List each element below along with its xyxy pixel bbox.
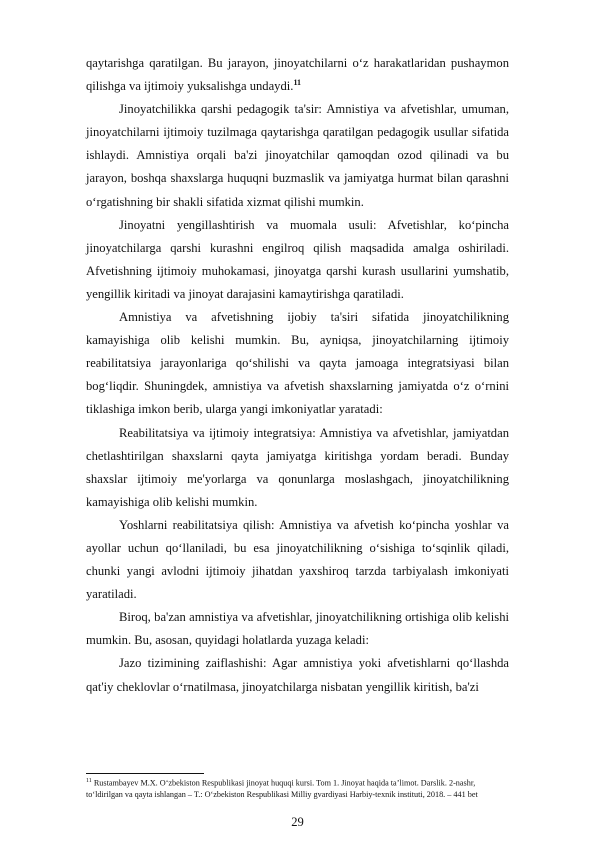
paragraph-rehabilitation: Reabilitatsiya va ijtimoiy integratsiya: Amnistiya va afvetishlar, jamiyatdan chetlashtirilgan shaxslarni qayta jamiyatga kiritishga yordam beradi. Bunday shaxslar ijtimoiy me'yorlarga va qonunlarga moslashgach, jinoyatchilikning kamayishiga olib kelishi mumkin. bbox=[86, 425, 509, 509]
paragraph-youth: Yoshlarni reabilitatsiya qilish: Amnistiya va afvetish ko‘pincha yoshlar va ayollar uchun qo‘llaniladi, bu esa jinoyatchilikning o‘sishiga to‘sqinlik qiladi, chunki yangi avlodni ijtimoiy jihatdan yaxshiroq tarzda tarbiyalash imkoniyati yaratiladi. bbox=[86, 517, 509, 602]
footnote-divider bbox=[86, 773, 204, 774]
paragraph-mitigation: Jinoyatni yengillashtirish va muomala usuli: Afvetishlar, ko‘pincha jinoyatchilarga qarshi kurashni engilroq qilish maqsadida amalga oshiriladi. Afvetishning ijtimoiy muhokamasi, jinoyatga qarshi kurash usullarini yumshatib, yengillik kiritadi va jinoyat darajasini kamaytirishga qaratiladi. bbox=[86, 217, 509, 301]
body-text bbox=[86, 52, 509, 699]
footnote-reference: 11 bbox=[293, 77, 301, 87]
paragraph-continuation bbox=[86, 52, 509, 98]
footnote-number: 11 bbox=[86, 778, 92, 784]
paragraph-text: qaytarishga qaratilgan. Bu jarayon, jinoyatchilarni o‘z harakatlaridan pushaymon qilishga va ijtimoiy yuksalishga undaydi. bbox=[86, 56, 509, 94]
footnote-text: Rustambayev M.X. O‘zbekiston Respublikasi jinoyat huquqi kursi. Tom 1. Jinoyat haqida ta’limot. Darslik. 2-nashr, to‘ldirilgan va qayta ishlangan – T.: O‘zbekiston Respublikasi Milliy gvardiyasi Harbiy-texnik instituti, 2018. – 441 bet bbox=[86, 778, 478, 799]
paragraph-positive-effect: Amnistiya va afvetishning ijobiy ta'siri sifatida jinoyatchilikning kamayishiga olib kelishi mumkin. Bu, ayniqsa, jinoyatchilarning ijtimoiy reabilitatsiya jarayonlariga qo‘shilishi va qayta jamoaga integratsiyasi bilan bog‘liqdir. Shuningdek, amnistiya va afvetish shaxslarning jamiyatda o‘z o‘rnini tiklashiga imkon berib, ularga yangi imkoniyatlar yaratadi: bbox=[86, 310, 509, 417]
paragraph-weakening: Jazo tizimining zaiflashishi: Agar amnistiya yoki afvetishlarni qo‘llashda qat'iy cheklovlar o‘rnatilmasa, jinoyatchilarga nisbatan yengillik kiritish, ba'zi bbox=[86, 656, 509, 694]
footnote bbox=[86, 776, 511, 800]
page-number: 29 bbox=[291, 815, 304, 829]
paragraph-negative-effect: Biroq, ba'zan amnistiya va afvetishlar, jinoyatchilikning ortishiga olib kelishi mumkin. Bu, asosan, quyidagi holatlarda yuzaga keladi: bbox=[86, 610, 509, 648]
paragraph-pedagogical-impact: Jinoyatchilikka qarshi pedagogik ta'sir: Amnistiya va afvetishlar, umuman, jinoyatchilarni ijtimoiy tuzilmaga qaytarishga qaratilgan pedagogik usullar sifatida ishlaydi. Amnistiya orqali ba'zi jinoyatchilar qamoqdan ozod qilinadi va bu jarayon, boshqa shaxslarga huquqni buzmaslik va jamiyatga hurmat bilan qarashni o‘rgatishning bir shakli sifatida xizmat qilishi mumkin. bbox=[86, 102, 509, 209]
